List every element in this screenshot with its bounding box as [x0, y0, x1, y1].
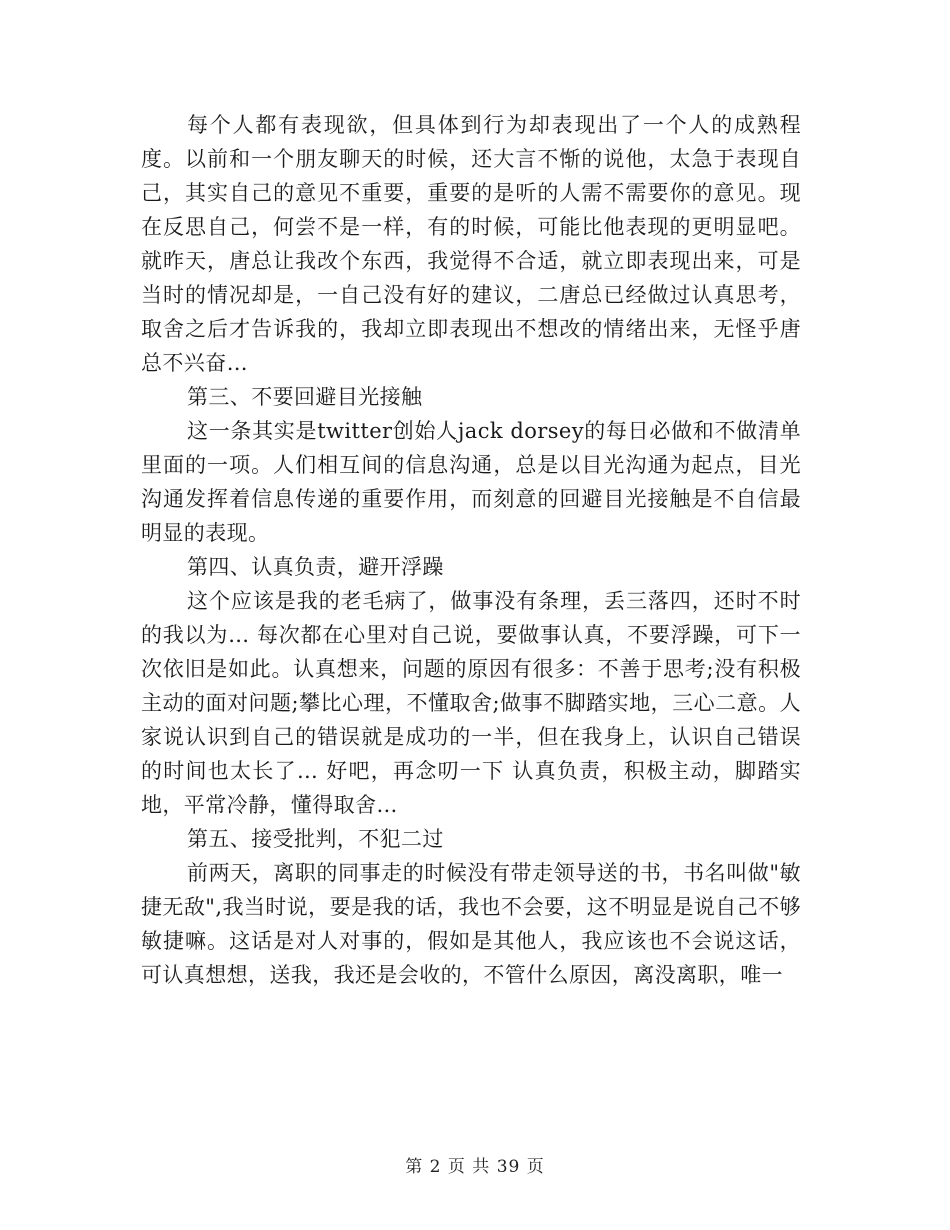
paragraph-eye-contact: 这一条其实是twitter创始人jack dorsey的每日必做和不做清单里面的一项。人们相互间的信息沟通，总是以目光沟通为起点，目光沟通发挥着信息传递的重要作用，而刻意的回避目光接触是不自信最明显的表现。 [141, 419, 801, 545]
heading-section-5: 第五、接受批判，不犯二过 [187, 827, 444, 851]
page-number-footer: 第 2 页 共 39 页 [405, 1157, 545, 1177]
heading-section-4: 第四、认真负责，避开浮躁 [187, 555, 444, 579]
paragraph-criticism: 前两天，离职的同事走的时候没有带走领导送的书，书名叫做"敏捷无敌",我当时说，要是我的话，我也不会要，这不明显是说自己不够敏捷嘛。这话是对人对事的，假如是其他人，我应该也不会说这话，可认真想想，送我，我还是会收的，不管什么原因，离没离职，唯一 [141, 861, 801, 987]
paragraph-responsibility: 这个应该是我的老毛病了，做事没有条理，丢三落四，还时不时的我以为… 每次都在心里对自己说，要做事认真，不要浮躁，可下一次依旧是如此。认真想来，问题的原因有很多：不善于思考;没有积极主动的面对问题;攀比心理，不懂取舍;做事不脚踏实地，三心二意。人家说认识到自己的错误就是成功的一半，但在我身上，认识自己错误的时间也太长了… 好吧，再念叨一下 认真负责，积极主动，脚踏实地，平常冷静，懂得取舍… [141, 589, 801, 817]
document-body [141, 108, 801, 992]
heading-section-3: 第三、不要回避目光接触 [187, 385, 423, 409]
paragraph-expression: 每个人都有表现欲，但具体到行为却表现出了一个人的成熟程度。以前和一个朋友聊天的时候，还大言不惭的说他，太急于表现自己，其实自己的意见不重要，重要的是听的人需不需要你的意见。现在反思自己，何尝不是一样，有的时候，可能比他表现的更明显吧。就昨天，唐总让我改个东西，我觉得不合适，就立即表现出来，可是当时的情况却是，一自己没有好的建议，二唐总已经做过认真思考，取舍之后才告诉我的，我却立即表现出不想改的情绪出来，无怪乎唐总不兴奋… [141, 113, 801, 375]
